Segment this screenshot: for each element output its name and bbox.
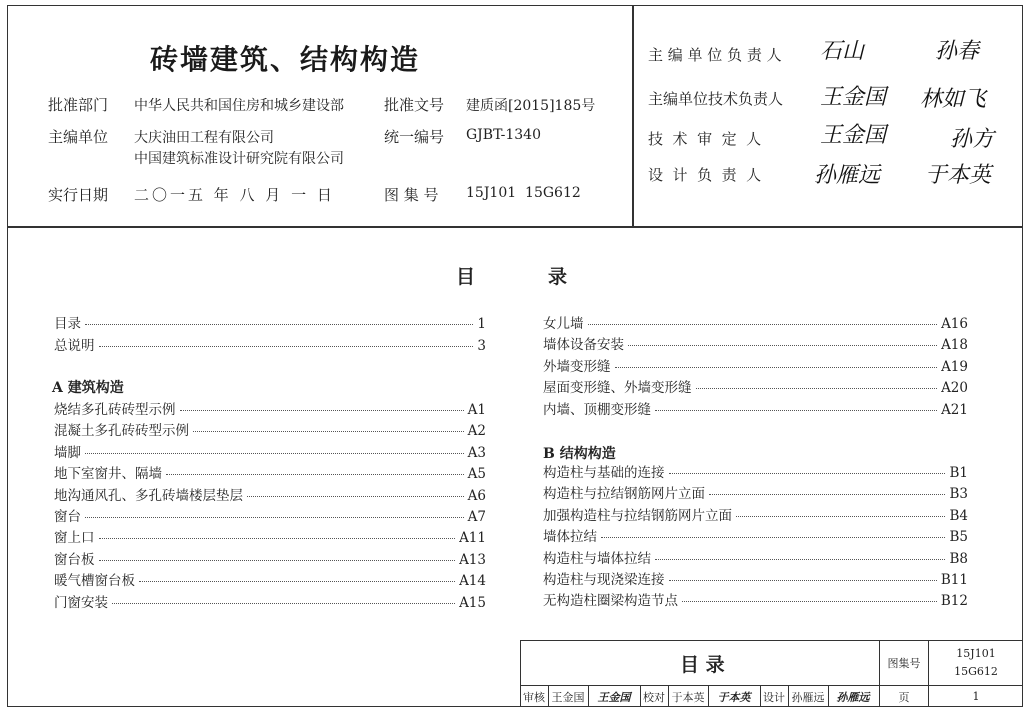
toc-leader-dots xyxy=(696,388,938,389)
toc-entry-page: A20 xyxy=(941,380,968,397)
toc-entry-page: A1 xyxy=(467,402,486,418)
toc-entry-page: B11 xyxy=(940,572,968,588)
atlas-no-label: 图 集 号 xyxy=(384,186,439,204)
toc-entry-page: A13 xyxy=(459,551,486,568)
responsible-role-4: 设 计 负 责 人 xyxy=(648,166,762,184)
toc-leader-dots xyxy=(85,517,464,518)
title-block-sep xyxy=(668,686,669,707)
review-label: 审核 xyxy=(523,690,545,704)
page-number: 1 xyxy=(972,690,980,703)
signature-chief-unit: 石山 xyxy=(820,39,865,64)
section-a-heading: A 建筑构造 xyxy=(52,380,124,396)
toc-leader-dots xyxy=(682,601,937,602)
toc-entry[interactable] xyxy=(543,547,968,567)
toc-entry-page: B8 xyxy=(949,550,968,567)
toc-entry[interactable] xyxy=(543,461,968,481)
toc-entry[interactable] xyxy=(54,569,486,589)
toc-entry-page: B4 xyxy=(949,507,968,524)
toc-entry-page: B1 xyxy=(949,465,968,481)
toc-entry-page: A18 xyxy=(941,337,968,354)
title-block-name: 目 录 xyxy=(680,654,725,676)
editor-unit-2: 中国建筑标准设计研究院有限公司 xyxy=(134,151,344,167)
editor-unit-1: 大庆油田工程有限公司 xyxy=(134,130,274,146)
toc-entry[interactable] xyxy=(543,504,968,524)
toc-entry-page: 1 xyxy=(477,316,486,332)
title-block-sep xyxy=(708,686,709,707)
toc-entry[interactable] xyxy=(54,548,486,568)
toc-entry-label: 墙体拉结 xyxy=(543,529,597,546)
toc-entry-label: 无构造柱圈梁构造节点 xyxy=(543,593,678,610)
toc-entry-page: A2 xyxy=(467,423,486,440)
toc-leader-dots xyxy=(669,580,937,581)
effective-date-label: 实行日期 xyxy=(48,186,109,204)
toc-entry-label: 女儿墙 xyxy=(543,316,584,332)
editor-unit-label: 主编单位 xyxy=(48,128,109,146)
toc-entry-page: B5 xyxy=(949,529,968,546)
title-block-sep xyxy=(760,686,761,707)
toc-entry-label: 内墙、顶棚变形缝 xyxy=(543,401,651,418)
toc-entry[interactable] xyxy=(54,441,486,461)
responsible-role-2: 主编单位技术负责人 xyxy=(648,90,784,108)
toc-entry-label: 目录 xyxy=(54,316,81,332)
toc-leader-dots xyxy=(85,324,473,325)
toc-entry[interactable] xyxy=(54,505,486,525)
approve-doc-label: 批准文号 xyxy=(384,96,445,114)
toc-entry[interactable] xyxy=(543,525,968,545)
toc-leader-dots xyxy=(139,581,455,582)
title-block-atlas-1: 15J101 xyxy=(956,646,996,660)
review-signature: 王金国 xyxy=(597,690,631,704)
toc-leader-dots xyxy=(99,560,456,561)
toc-leader-dots xyxy=(736,516,945,517)
toc-leader-dots xyxy=(112,603,455,604)
header-vertical-divider xyxy=(632,5,634,227)
toc-entry-label: 烧结多孔砖砖型示例 xyxy=(54,402,176,418)
page-label: 页 xyxy=(898,690,910,704)
title-block-sep xyxy=(788,686,789,707)
section-b-heading: B 结构构造 xyxy=(543,446,616,462)
toc-entry-label: 窗台 xyxy=(54,509,81,525)
document-title: 砖墙建筑、结构构造 xyxy=(150,43,421,76)
toc-leader-dots xyxy=(588,324,938,325)
title-block-sep xyxy=(828,686,829,707)
title-block-sep xyxy=(588,686,589,707)
toc-leader-dots xyxy=(655,410,937,411)
toc-entry-page: A3 xyxy=(467,444,486,461)
toc-entry-label: 加强构造柱与拉结钢筋网片立面 xyxy=(543,507,732,524)
toc-leader-dots xyxy=(601,537,945,538)
toc-entry-page: A6 xyxy=(467,487,486,504)
unified-no: GJBT-1340 xyxy=(466,127,541,143)
toc-entry-label: 构造柱与拉结钢筋网片立面 xyxy=(543,486,705,503)
toc-entry-page: 3 xyxy=(477,338,486,354)
toc-entry-label: 墙体设备安装 xyxy=(543,337,624,354)
title-block-atlas-label: 图集号 xyxy=(887,656,921,670)
check-name: 于本英 xyxy=(671,690,705,704)
toc-leader-dots xyxy=(166,474,464,475)
toc-entry-label: 窗台板 xyxy=(54,551,95,568)
toc-leader-dots xyxy=(709,494,945,495)
toc-entry[interactable] xyxy=(54,312,486,332)
check-label: 校对 xyxy=(643,690,665,704)
toc-entry-label: 总说明 xyxy=(54,338,95,354)
toc-entry[interactable] xyxy=(543,376,968,396)
signature-tech-lead: 王金国 xyxy=(820,85,887,110)
toc-entry-page: A15 xyxy=(459,594,486,611)
toc-entry[interactable] xyxy=(543,482,968,502)
toc-entry-page: B12 xyxy=(940,593,968,610)
toc-leader-dots xyxy=(655,559,945,560)
signature-tech-review: 王金国 xyxy=(820,123,887,148)
toc-entry-page: A7 xyxy=(467,509,486,525)
toc-leader-dots xyxy=(85,453,464,454)
signature-design-lead-2: 于本英 xyxy=(925,163,992,188)
title-block-sep xyxy=(548,686,549,707)
toc-heading-2: 录 xyxy=(548,266,568,288)
toc-entry-label: 屋面变形缝、外墙变形缝 xyxy=(543,380,692,397)
design-signature: 孙雁远 xyxy=(836,690,870,704)
toc-entry-label: 外墙变形缝 xyxy=(543,358,611,375)
toc-entry[interactable] xyxy=(543,568,968,588)
design-name: 孙雁远 xyxy=(791,690,825,704)
toc-entry[interactable] xyxy=(54,419,486,439)
toc-entry[interactable] xyxy=(543,589,968,609)
toc-entry-label: 构造柱与基础的连接 xyxy=(543,465,665,481)
design-label: 设计 xyxy=(763,690,785,704)
toc-entry[interactable] xyxy=(543,312,968,332)
check-signature: 于本英 xyxy=(717,690,751,704)
effective-date: 二〇一五 年 八 月 一 日 xyxy=(134,186,335,204)
approve-dept: 中华人民共和国住房和城乡建设部 xyxy=(134,98,344,114)
toc-entry[interactable] xyxy=(54,398,486,418)
toc-entry-label: 门窗安装 xyxy=(54,594,108,611)
toc-entry-label: 暖气槽窗台板 xyxy=(54,573,135,590)
toc-entry-label: 窗上口 xyxy=(54,530,95,547)
toc-leader-dots xyxy=(180,410,464,411)
toc-entry-label: 墙脚 xyxy=(54,444,81,461)
responsible-role-3: 技 术 审 定 人 xyxy=(648,130,762,148)
toc-entry-page: B3 xyxy=(949,486,968,503)
header-divider xyxy=(7,226,1023,228)
toc-leader-dots xyxy=(99,346,474,347)
toc-entry-label: 构造柱与现浇梁连接 xyxy=(543,572,665,588)
toc-entry[interactable] xyxy=(54,462,486,482)
review-name: 王金国 xyxy=(551,690,585,704)
atlas-no: 15J101 15G612 xyxy=(466,185,581,201)
toc-leader-dots xyxy=(193,431,464,432)
toc-leader-dots xyxy=(247,496,464,497)
toc-leader-dots xyxy=(669,473,946,474)
signature-tech-review-2: 孙方 xyxy=(950,127,995,152)
toc-entry-page: A14 xyxy=(459,573,486,590)
toc-entry-label: 构造柱与墙体拉结 xyxy=(543,550,651,567)
toc-entry-page: A16 xyxy=(941,316,968,332)
toc-entry[interactable] xyxy=(54,591,486,611)
toc-entry-page: A21 xyxy=(941,401,968,418)
unified-no-label: 统一编号 xyxy=(384,128,445,146)
title-block-sep xyxy=(640,686,641,707)
toc-entry[interactable] xyxy=(54,334,486,354)
signature-tech-lead-2: 林如飞 xyxy=(920,87,987,112)
toc-entry[interactable] xyxy=(54,526,486,546)
toc-entry-label: 地沟通风孔、多孔砖墙楼层垫层 xyxy=(54,487,243,504)
toc-entry-label: 地下室窗井、隔墙 xyxy=(54,466,162,483)
responsible-role-1: 主 编 单 位 负 责 人 xyxy=(648,46,782,64)
toc-entry-page: A11 xyxy=(459,530,486,547)
approve-doc: 建质函[2015]185号 xyxy=(466,98,596,114)
toc-entry[interactable] xyxy=(543,333,968,353)
toc-leader-dots xyxy=(628,345,937,346)
toc-entry-page: A5 xyxy=(467,466,486,483)
toc-leader-dots xyxy=(615,367,938,368)
toc-entry-label: 混凝土多孔砖砖型示例 xyxy=(54,423,189,440)
approve-dept-label: 批准部门 xyxy=(48,96,109,114)
toc-entry-page: A19 xyxy=(941,358,968,375)
toc-entry[interactable] xyxy=(543,398,968,418)
toc-entry[interactable] xyxy=(543,355,968,375)
signature-chief-unit-2: 孙春 xyxy=(935,39,980,64)
toc-leader-dots xyxy=(99,538,456,539)
toc-heading-1: 目 xyxy=(456,266,476,288)
title-block-atlas-2: 15G612 xyxy=(954,664,998,678)
signature-design-lead: 孙雁远 xyxy=(814,163,881,188)
toc-entry[interactable] xyxy=(54,484,486,504)
